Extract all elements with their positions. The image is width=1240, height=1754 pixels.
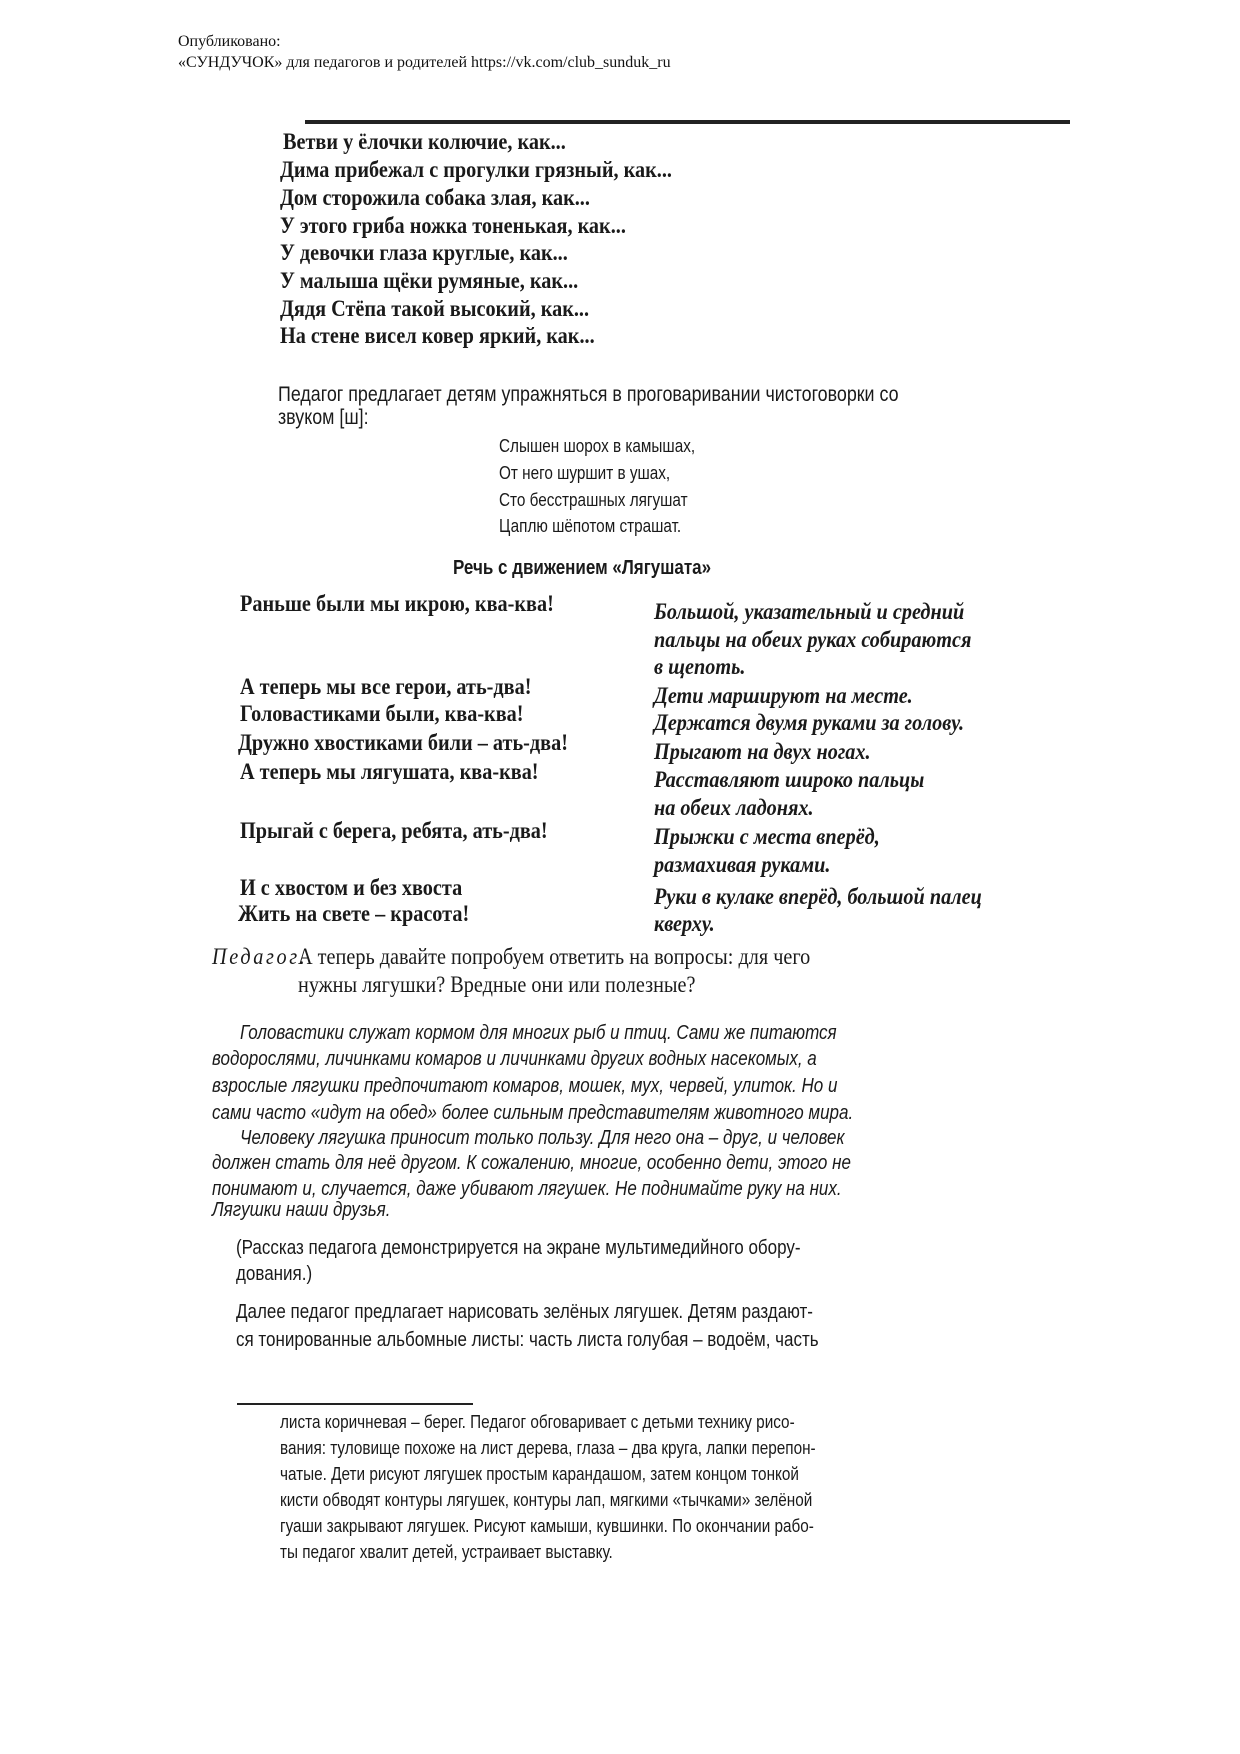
footnote-line: гуаши закрывают лягушек. Рисуют камыши, кувшинки. По окончании рабо-: [280, 1516, 814, 1536]
story-line: сами часто «идут на обед» более сильным представителям животного мира.: [212, 1102, 854, 1124]
intro-text: звуком [ш]:: [278, 406, 369, 429]
movement-line: Держатся двумя руками за голову.: [654, 710, 965, 735]
drawing-text: Далее педагог предлагает нарисовать зелёных лягушек. Детям раздают-: [236, 1301, 813, 1323]
speaker-label: Педагог.: [212, 944, 308, 969]
footnote-line: листа коричневая – берег. Педагог обговаривает с детьми технику рисо-: [280, 1412, 795, 1432]
verse-line: И с хвостом и без хвоста: [240, 875, 463, 900]
footnote-line: ты педагог хвалит детей, устраивает выставку.: [280, 1542, 613, 1562]
verse-line: Прыгай с берега, ребята, ать-два!: [240, 818, 548, 843]
drawing-text: ся тонированные альбомные листы: часть листа голубая – водоём, часть: [236, 1329, 819, 1351]
list-item: Ветви у ёлочки колючие, как...: [283, 129, 566, 154]
story-line: должен стать для неё другом. К сожалению, многие, особенно дети, этого не: [212, 1152, 851, 1174]
verse-line: А теперь мы лягушата, ква-ква!: [240, 759, 539, 784]
story-line: понимают и, случается, даже убивают лягушек. Не поднимайте руку на них.: [212, 1178, 842, 1200]
footnote-rule: [237, 1403, 473, 1405]
section-title: Речь с движением «Лягушата»: [453, 557, 712, 579]
teacher-question: нужны лягушки? Вредные они или полезные?: [298, 972, 696, 997]
verse-line: Слышен шорох в камышах,: [499, 436, 696, 456]
verse-line: А теперь мы все герои, ать-два!: [240, 674, 532, 699]
story-line: взрослые лягушки предпочитают комаров, мошек, мух, червей, улиток. Но и: [212, 1075, 838, 1097]
published-label: Опубликовано:: [178, 33, 281, 50]
footnote-line: кисти обводят контуры лягушек, контуры лап, мягкими «тычками» зелёной: [280, 1490, 813, 1510]
verse-line: От него шуршит в ушах,: [499, 463, 671, 483]
movement-line: Прыжки с места вперёд,: [654, 824, 880, 849]
story-line: водорослями, личинками комаров и личинками других водных насекомых, а: [212, 1048, 817, 1070]
note-text: (Рассказ педагога демонстрируется на экране мультимедийного обору-: [236, 1237, 801, 1259]
movement-line: пальцы на обеих руках собираются: [654, 627, 972, 652]
footnote-line: чатые. Дети рисуют лягушек простым карандашом, затем концом тонкой: [280, 1464, 799, 1484]
footnote-line: вания: туловище похоже на лист дерева, глаза – два круга, лапки перепон-: [280, 1438, 816, 1458]
movement-line: Руки в кулаке вперёд, большой палец: [654, 884, 982, 909]
list-item: У малыша щёки румяные, как...: [280, 268, 579, 293]
verse-line: Сто бесстрашных лягушат: [499, 490, 688, 510]
story-line: Человеку лягушка приносит только пользу. Для него она – друг, и человек: [240, 1127, 845, 1149]
list-item: На стене висел ковер яркий, как...: [280, 323, 595, 348]
list-item: Дом сторожила собака злая, как...: [280, 185, 590, 210]
movement-line: в щепоть.: [654, 654, 746, 679]
movement-line: Большой, указательный и средний: [654, 599, 965, 624]
story-line: Головастики служат кормом для многих рыб и птиц. Сами же питаются: [240, 1022, 837, 1044]
movement-line: на обеих ладонях.: [654, 795, 814, 820]
intro-text: Педагог предлагает детям упражняться в проговаривании чистоговорки со: [278, 383, 899, 406]
verse-line: Раньше были мы икрою, ква-ква!: [240, 591, 554, 616]
teacher-question: А теперь давайте попробуем ответить на вопросы: для чего: [298, 944, 811, 969]
movement-line: Прыгают на двух ногах.: [654, 739, 871, 764]
list-item: У этого гриба ножка тоненькая, как...: [280, 213, 626, 238]
note-text: дования.): [236, 1263, 313, 1285]
movement-line: Дети маршируют на месте.: [654, 683, 913, 708]
source-line: «СУНДУЧОК» для педагогов и родителей https://vk.com/club_sunduk_ru: [178, 54, 671, 71]
movement-line: Расставляют широко пальцы: [654, 767, 925, 792]
movement-line: размахивая руками.: [654, 852, 831, 877]
list-item: Дима прибежал с прогулки грязный, как...: [280, 157, 672, 182]
story-line: Лягушки наши друзья.: [212, 1199, 391, 1221]
verse-line: Головастиками были, ква-ква!: [240, 701, 524, 726]
verse-line: Цаплю шёпотом страшат.: [499, 516, 682, 536]
movement-line: кверху.: [654, 911, 715, 936]
list-item: У девочки глаза круглые, как...: [280, 240, 568, 265]
verse-line: Жить на свете – красота!: [238, 901, 470, 926]
list-item: Дядя Стёпа такой высокий, как...: [280, 296, 590, 321]
verse-line: Дружно хвостиками били – ать-два!: [238, 730, 568, 755]
top-rule: [305, 120, 1070, 124]
